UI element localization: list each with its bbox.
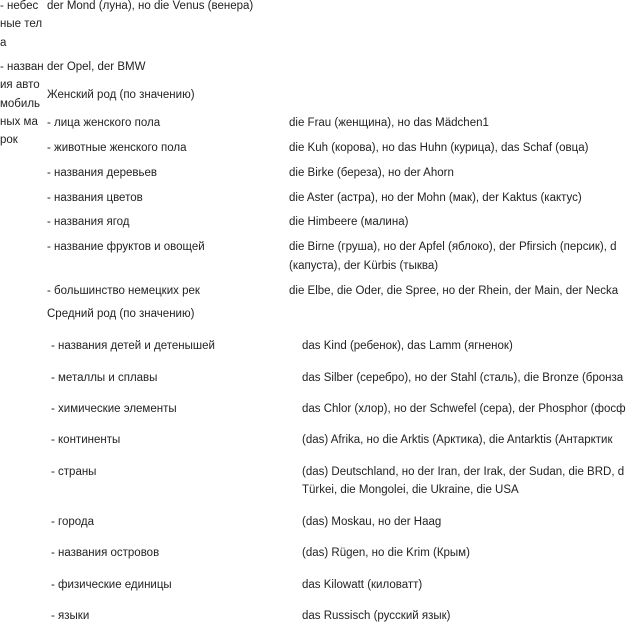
neuter-row-label: - города xyxy=(51,516,95,528)
neuter-row-label: - названия детей и детенышей xyxy=(51,340,215,352)
neuter-row-label: - языки xyxy=(51,610,90,622)
neuter-row-example: das Kilowatt (киловатт) xyxy=(302,579,423,591)
category-car-brands: - названия автомобильных марок xyxy=(0,61,44,147)
neuter-row-example-continued: Türkei, die Mongolei, die Ukraine, die USA xyxy=(302,484,519,496)
feminine-row-example: die Elbe, die Oder, die Spree, но der Rhein, der Main, der Necka xyxy=(289,285,619,297)
neuter-row-example: (das) Moskau, но der Haag xyxy=(302,516,442,528)
neuter-row-example: das Russisch (русский язык) xyxy=(302,610,451,622)
feminine-row-example: die Aster (астра), но der Mohn (мак), der Kaktus (кактус) xyxy=(289,192,582,204)
neuter-row-example: (das) Deutschland, но der Iran, der Irak, der Sudan, die BRD, d xyxy=(302,466,625,478)
feminine-row-label: - название фруктов и овощей xyxy=(47,241,205,253)
feminine-row-example: die Birne (груша), но der Apfel (яблоко), der Pfirsich (персик), d xyxy=(289,241,617,253)
feminine-row-example: die Kuh (корова), но das Huhn (курица), das Schaf (овца) xyxy=(289,142,589,154)
neuter-row-label: - названия островов xyxy=(51,547,160,559)
neuter-row-example: das Chlor (хлор), но der Schwefel (сера), der Phosphor (фосф xyxy=(302,403,626,415)
example-car-brands: der Opel, der BMW xyxy=(47,61,146,73)
feminine-row-label: - большинство немецких рек xyxy=(47,285,200,297)
feminine-row-label: - животные женского пола xyxy=(47,142,187,154)
example-heavenly-bodies: der Mond (луна), но die Venus (венера) xyxy=(47,0,254,12)
feminine-row-example-continued: (капуста), der Kürbis (тыква) xyxy=(289,260,439,272)
neuter-row-label: - континенты xyxy=(51,434,121,446)
feminine-row-example: die Himbeere (малина) xyxy=(289,216,409,228)
feminine-row-label: - названия деревьев xyxy=(47,167,157,179)
category-heavenly-bodies: - небесные тела xyxy=(0,0,43,49)
neuter-row-label: - химические элементы xyxy=(51,403,177,415)
neuter-row-label: - страны xyxy=(51,466,97,478)
neuter-row-label: - физические единицы xyxy=(51,579,172,591)
neuter-heading: Средний род (по значению) xyxy=(47,308,195,320)
feminine-row-example: die Birke (береза), но der Ahorn xyxy=(289,167,454,179)
feminine-heading: Женский род (по значению) xyxy=(47,89,195,101)
feminine-row-example: die Frau (женщина), но das Mädchen1 xyxy=(289,117,489,129)
neuter-row-example: (das) Afrika, но die Arktis (Арктика), die Antarktis (Антарктик xyxy=(302,434,613,446)
neuter-row-example: das Silber (серебро), но der Stahl (сталь), die Bronze (бронза xyxy=(302,372,624,384)
feminine-row-label: - названия цветов xyxy=(47,192,143,204)
neuter-row-example: (das) Rügen, но die Krim (Крым) xyxy=(302,547,470,559)
feminine-row-label: - лица женского пола xyxy=(47,117,161,129)
feminine-row-label: - названия ягод xyxy=(47,216,130,228)
neuter-row-example: das Kind (ребенок), das Lamm (ягненок) xyxy=(302,340,513,352)
neuter-row-label: - металлы и сплавы xyxy=(51,372,158,384)
